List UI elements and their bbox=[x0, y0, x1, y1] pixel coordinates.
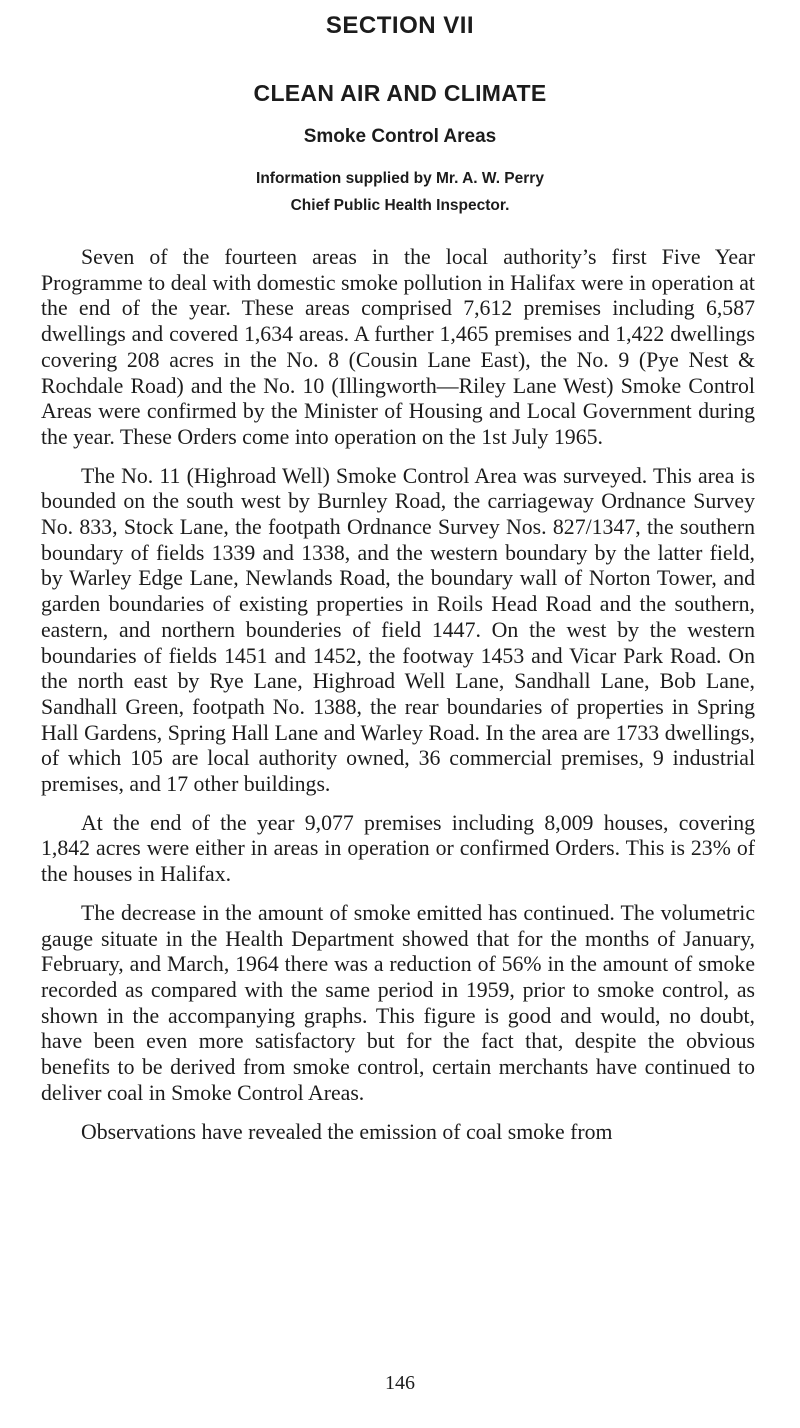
info-line-1: Information supplied by Mr. A. W. Perry bbox=[256, 170, 544, 187]
section-label: SECTION VII bbox=[325, 12, 475, 39]
paragraph: The No. 11 (Highroad Well) Smoke Control Area was surveyed. This area is bounded on the south west by Burnley Road, the carriageway Ordnance Survey No. 833, Stock Lane, the footpath Ordnance Survey Nos. 827/1347, the southern boundary of fields 1339 and 1338, and the western boundary by the latter field, by Warley Edge Lane, Newlands Road, the boundary wall of Norton Tower, and garden boundaries of existing properties in Roils Head Road and the southern, eastern, and northern bounderies of field 1447. On the west by the western boundaries of fields 1451 and 1452, the footway 1453 and Vicar Park Road. On the north east by Rye Lane, Highroad Well Lane, Sandhall Lane, Bob Lane, Sandhall Green, footpath No. 1388, the rear boundaries of properties in Spring Hall Gardens, Spring Hall Lane and Warley Road. In the area are 1733 dwellings, of which 105 are local authority owned, 36 commercial premises, 9 industrial premises, and 17 other buildings. bbox=[41, 463, 755, 797]
paragraph: At the end of the year 9,077 premises including 8,009 houses, covering 1,842 acres were either in areas in operation or confirmed Orders. This is 23% of the houses in Halifax. bbox=[41, 810, 755, 887]
paragraph: The decrease in the amount of smoke emitted has continued. The volumetric gauge situate in the Health Department showed that for the months of January, February, and March, 1964 there was a reduction of 56% in the amount of smoke recorded as compared with the same period in 1959, prior to smoke control, as shown in the accompanying graphs. This figure is good and would, no doubt, have been even more satisfactory but for the fact that, despite the obvious benefits to be derived from smoke control, certain merchants have continued to deliver coal in Smoke Control Areas. bbox=[41, 900, 755, 1105]
subtitle: Smoke Control Areas bbox=[303, 126, 497, 147]
body-text bbox=[41, 245, 755, 1145]
page-title: CLEAN AIR AND CLIMATE bbox=[253, 80, 547, 106]
info-line-2: Chief Public Health Inspector. bbox=[290, 197, 510, 214]
paragraph: Seven of the fourteen areas in the local authority’s first Five Year Programme to deal with domestic smoke pollution in Halifax were in operation at the end of the year. These areas comprised 7,612 premises including 6,587 dwellings and covered 1,634 areas. A further 1,465 premises and 1,422 dwellings covering 208 acres in the No. 8 (Cousin Lane East), the No. 9 (Pye Nest & Rochdale Road) and the No. 10 (Illingworth—Riley Lane West) Smoke Control Areas were confirmed by the Minister of Housing and Local Government during the year. These Orders come into operation on the 1st July 1965. bbox=[41, 245, 755, 449]
paragraph: Observations have revealed the emission of coal smoke from bbox=[81, 1119, 613, 1144]
page-number: 146 bbox=[385, 1372, 415, 1394]
